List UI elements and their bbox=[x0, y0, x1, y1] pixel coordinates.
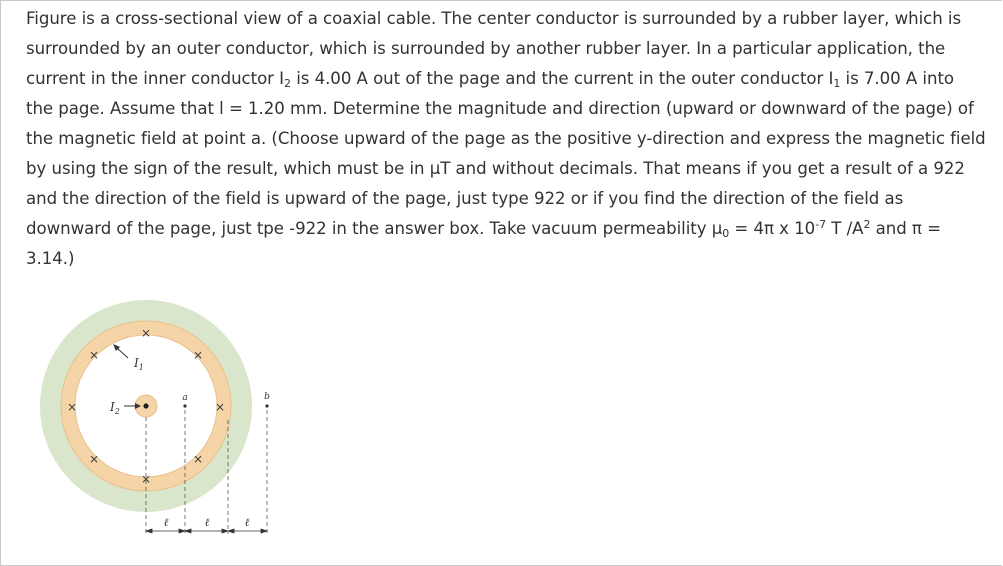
label-point-a: a bbox=[182, 393, 188, 403]
question-part: and π = 3.14.) bbox=[26, 219, 941, 268]
coaxial-cable-diagram bbox=[40, 300, 290, 545]
question-part: = 4π x 10 bbox=[729, 219, 816, 238]
question-text bbox=[26, 4, 986, 274]
subscript-0: 0 bbox=[722, 227, 730, 240]
dimension-arrows bbox=[146, 529, 267, 533]
cross-icon: × bbox=[140, 472, 152, 486]
cross-icon: × bbox=[88, 348, 100, 362]
label-ell: ℓ bbox=[163, 516, 169, 529]
question-part: Figure is a cross-sectional view of a coaxial cable. The center conductor is surrounded by a rubber layer, which is surrounded by an outer conductor, which is surrounded by another rubber layer. In a particular application, the current in the inner conductor I bbox=[26, 9, 962, 88]
cross-icon: × bbox=[140, 326, 152, 340]
superscript-minus-7: -7 bbox=[815, 218, 827, 231]
subscript-1: 1 bbox=[833, 77, 841, 90]
question-part: is 4.00 A out of the page and the current in the outer conductor I bbox=[290, 69, 834, 88]
label-point-b: b bbox=[264, 392, 270, 402]
question-part: T /A bbox=[826, 219, 864, 238]
label-ell: ℓ bbox=[244, 516, 250, 529]
label-ell: ℓ bbox=[204, 516, 210, 529]
point-b-marker bbox=[265, 404, 268, 407]
out-of-page-dot-icon bbox=[143, 403, 148, 408]
label-i2: $I_2$ bbox=[110, 400, 120, 416]
subscript-2: 2 bbox=[284, 77, 291, 90]
cross-icon: × bbox=[192, 348, 204, 362]
label-i1: $I_1$ bbox=[134, 356, 144, 372]
question-part: is 7.00 A into the page. Assume that l = 1.20 mm. Determine the magnitude and direction (upward or downward of the page) of the magnetic field at point a. (Choose upward of the page as the positive y-direction and express the magnetic field by using the sign of the result, which must be in μT and without decimals. That means if you get a result of a 922 and the direction of the field is upward of the page, just type 922 or if you find the direction of the field as downward of the page, just tpe -922 in the answer box. Take vacuum permeability μ bbox=[26, 69, 986, 238]
coaxial-cable-figure bbox=[40, 300, 290, 549]
cross-icon: × bbox=[88, 452, 100, 466]
superscript-2: 2 bbox=[863, 218, 871, 231]
cross-icon: × bbox=[66, 400, 78, 414]
dimension-labels bbox=[164, 516, 250, 529]
cross-icon: × bbox=[214, 400, 226, 414]
point-a-marker bbox=[183, 404, 186, 407]
cross-icon: × bbox=[192, 452, 204, 466]
